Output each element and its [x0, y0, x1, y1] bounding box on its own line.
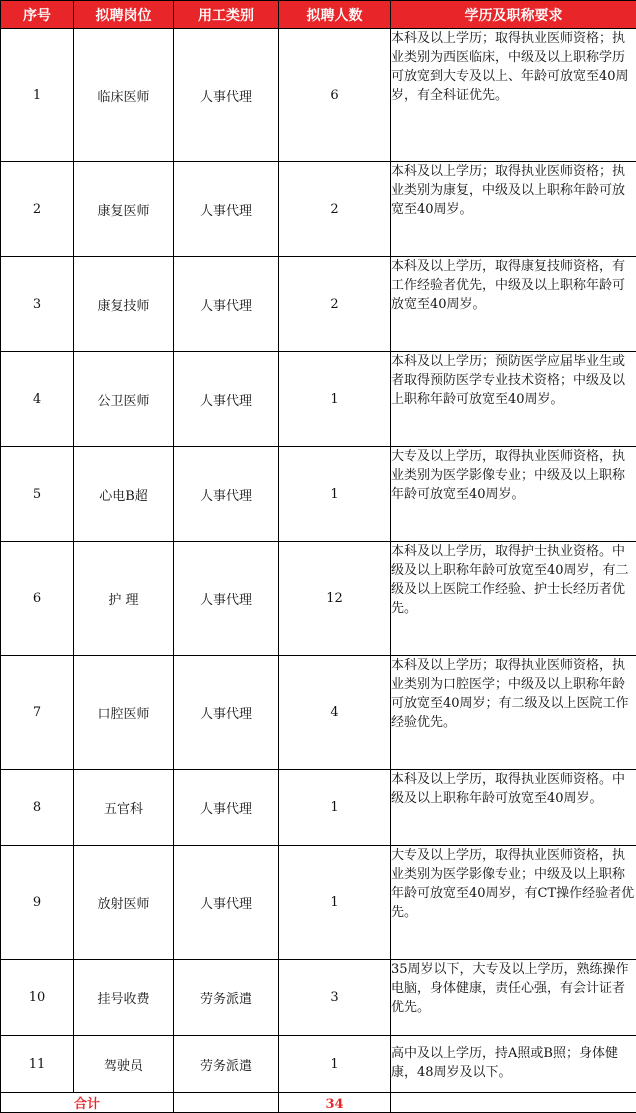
row-count: 12	[279, 542, 391, 656]
table-row	[1, 162, 636, 257]
table-row	[1, 542, 636, 656]
row-position: 驾驶员	[74, 1036, 174, 1093]
row-position: 挂号收费	[74, 960, 174, 1036]
table-row	[1, 447, 636, 542]
table-row	[1, 846, 636, 960]
row-requirements: 35周岁以下，大专及以上学历，熟练操作电脑，身体健康，责任心强，有会计证者优先。	[391, 960, 636, 1036]
table-row	[1, 1036, 636, 1093]
row-count: 1	[279, 447, 391, 542]
row-requirements: 本科及以上学历；取得执业医师资格，执业类别为口腔医学；中级及以上职称年龄可放宽至40周岁；有二级及以上医院工作经验优先。	[391, 656, 636, 770]
row-employment-type: 人事代理	[174, 352, 279, 447]
total-count: 34	[279, 1093, 391, 1113]
row-count: 4	[279, 656, 391, 770]
row-employment-type: 劳务派遣	[174, 960, 279, 1036]
header-row	[1, 1, 636, 29]
row-requirements: 本科及以上学历，取得执业医师资格。中级及以上职称年龄可放宽至40周岁。	[391, 770, 636, 846]
row-requirements: 本科及以上学历；取得执业医师资格；执业类别为西医临床，中级及以上职称学历可放宽到大专及以上、年龄可放宽至40周岁，有全科证优先。	[391, 29, 636, 162]
header-count: 拟聘人数	[279, 1, 391, 29]
row-employment-type: 劳务派遣	[174, 1036, 279, 1093]
table-row	[1, 352, 636, 447]
row-index: 6	[1, 542, 74, 656]
row-count: 6	[279, 29, 391, 162]
row-requirements: 大专及以上学历，取得执业医师资格，执业类别为医学影像专业；中级及以上职称年龄可放宽至40周岁，有CT操作经验者优先。	[391, 846, 636, 960]
row-index: 3	[1, 257, 74, 352]
row-index: 7	[1, 656, 74, 770]
row-index: 11	[1, 1036, 74, 1093]
row-count: 1	[279, 846, 391, 960]
table-row	[1, 29, 636, 162]
header-requirements: 学历及职称要求	[391, 1, 636, 29]
row-position: 放射医师	[74, 846, 174, 960]
row-index: 5	[1, 447, 74, 542]
row-index: 9	[1, 846, 74, 960]
row-employment-type: 人事代理	[174, 770, 279, 846]
row-position: 护 理	[74, 542, 174, 656]
row-requirements: 本科及以上学历，取得护士执业资格。中级及以上职称年龄可放宽至40周岁，有二级及以上医院工作经验、护士长经历者优先。	[391, 542, 636, 656]
row-requirements: 本科及以上学历，取得康复技师资格，有工作经验者优先，中级及以上职称年龄可放宽至40周岁。	[391, 257, 636, 352]
row-index: 10	[1, 960, 74, 1036]
row-position: 康复医师	[74, 162, 174, 257]
row-requirements: 高中及以上学历，持A照或B照；身体健康，48周岁及以下。	[391, 1036, 636, 1093]
header-index: 序号	[1, 1, 74, 29]
header-employment-type: 用工类别	[174, 1, 279, 29]
row-index: 4	[1, 352, 74, 447]
row-count: 2	[279, 257, 391, 352]
row-position: 康复技师	[74, 257, 174, 352]
row-employment-type: 人事代理	[174, 257, 279, 352]
row-employment-type: 人事代理	[174, 542, 279, 656]
row-employment-type: 人事代理	[174, 656, 279, 770]
row-employment-type: 人事代理	[174, 846, 279, 960]
row-count: 1	[279, 1036, 391, 1093]
row-requirements: 本科及以上学历；预防医学应届毕业生或者取得预防医学专业技术资格；中级及以上职称年龄可放宽至40周岁。	[391, 352, 636, 447]
row-count: 3	[279, 960, 391, 1036]
row-employment-type: 人事代理	[174, 29, 279, 162]
row-index: 2	[1, 162, 74, 257]
row-requirements: 本科及以上学历；取得执业医师资格；执业类别为康复，中级及以上职称年龄可放宽至40周岁。	[391, 162, 636, 257]
row-requirements: 大专及以上学历，取得执业医师资格，执业类别为医学影像专业；中级及以上职称年龄可放宽至40周岁。	[391, 447, 636, 542]
row-employment-type: 人事代理	[174, 447, 279, 542]
row-count: 1	[279, 352, 391, 447]
row-position: 公卫医师	[74, 352, 174, 447]
row-count: 1	[279, 770, 391, 846]
row-index: 1	[1, 29, 74, 162]
row-position: 心电B超	[74, 447, 174, 542]
row-position: 口腔医师	[74, 656, 174, 770]
table-row	[1, 770, 636, 846]
header-position: 拟聘岗位	[74, 1, 174, 29]
table-row	[1, 960, 636, 1036]
row-employment-type: 人事代理	[174, 162, 279, 257]
table-row	[1, 257, 636, 352]
row-count: 2	[279, 162, 391, 257]
table-row	[1, 656, 636, 770]
total-label: 合计	[1, 1093, 174, 1113]
row-index: 8	[1, 770, 74, 846]
row-position: 五官科	[74, 770, 174, 846]
row-position: 临床医师	[74, 29, 174, 162]
